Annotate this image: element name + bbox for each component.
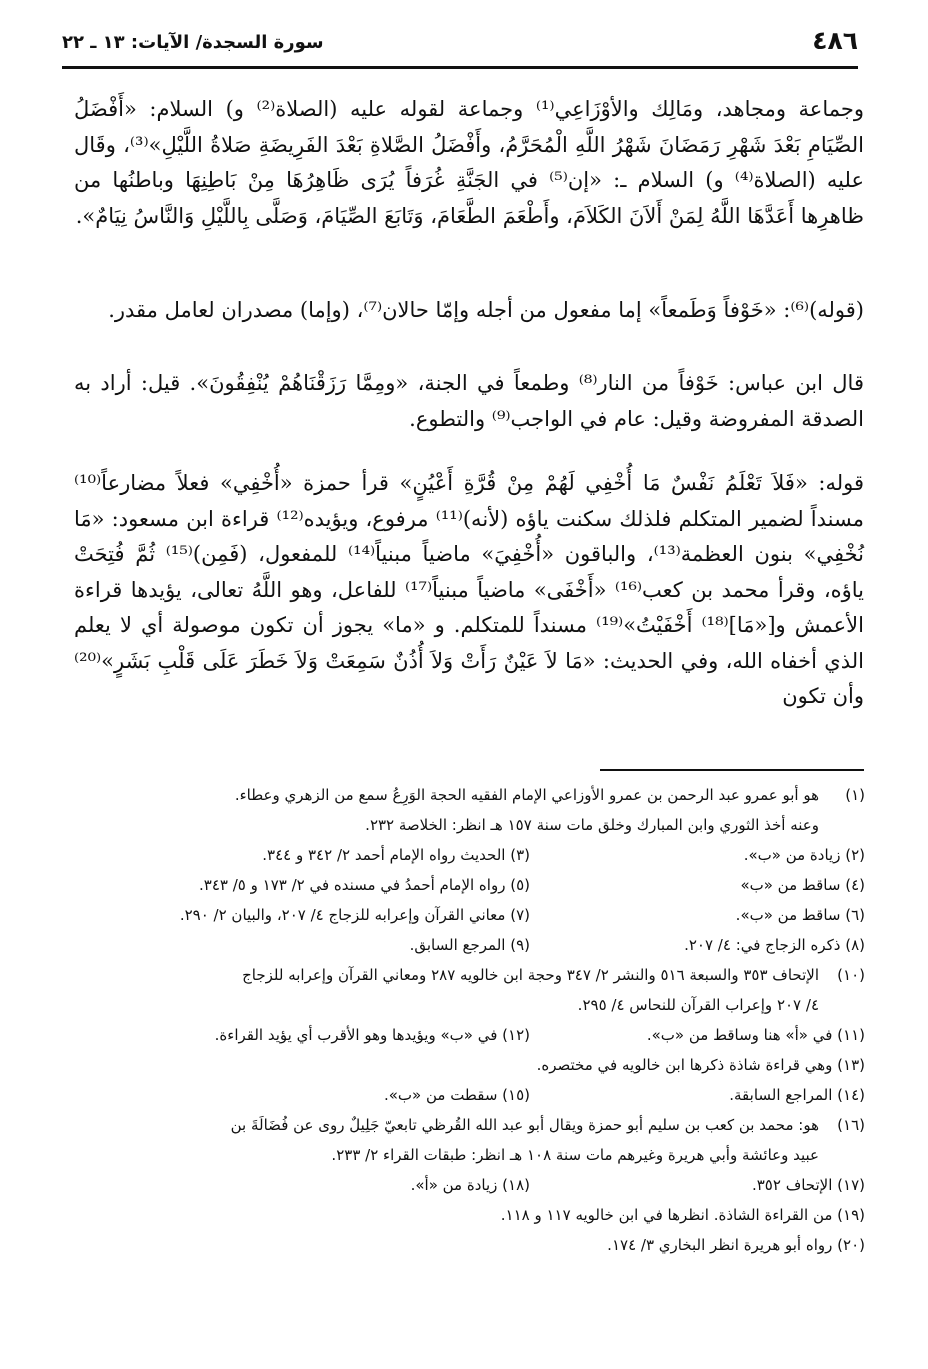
header-divider: [62, 66, 858, 69]
running-title: سورة السجدة/ الآيات: ١٣ ـ ٢٢: [62, 32, 324, 53]
body-paragraph-1: وجماعة ومجاهد، ومَالِك والأوْزَاعِي⁽¹⁾ وجماعة لقوله عليه (الصلاة⁽²⁾ و) السلام: «أَفْضَلُ الصِّيَامِ بَعْدَ شَهْرِ رَمَضَانَ شَهْرُ اللَّهِ الْمُحَرَّمُ، وأَفْضَلُ الصَّلاةِ بَعْدَ الفَرِيضَةِ صَلاةُ اللَّيْلِ»⁽³⁾، وقَال عليه (الصلاة⁽⁴⁾ و) السلام ـ: «إن⁽⁵⁾ في الجَنَّةِ غُرَفاً يُرَى ظَاهِرُهَا مِنْ بَاطِنِهَا وباطنُها من ظاهرِها أَعَدَّهَا اللَّهُ لِمَنْ أَلاَنَ الكَلاَمَ، وأَطْعَمَ الطَّعَامَ، وَتَابَعَ الصِّيَامَ، وَصَلَّى بِاللَّيْلِ وَالنَّاسُ نِيَامٌ».: [74, 97, 864, 228]
footnote-7: (٧) معاني القرآن وإعرابه للزجاج ٤/ ٢٠٧، والبيان ٢/ ٢٩٠.: [179, 906, 530, 924]
footnote-14: (١٤) المراجع السابقة.: [729, 1086, 865, 1104]
footnote-row-4-5: [90, 870, 865, 900]
footnote-9: (٩) المرجع السابق.: [409, 936, 530, 954]
footnotes: [90, 780, 865, 1260]
footnote-20: (٢٠) رواه أبو هريرة انظر البخاري ٣/ ١٧٤.: [607, 1236, 865, 1254]
footnote-row-8-9: [90, 930, 865, 960]
footnote-13: (١٣) وهي قراءة شاذة ذكرها ابن خالويه في مختصره.: [536, 1056, 865, 1074]
footnote-8: (٨) ذكره الزجاج في: ٤/ ٢٠٧.: [684, 936, 865, 954]
footnote-row-6-7: [90, 900, 865, 930]
footnote-row-20: [90, 1230, 865, 1260]
footnote-10: (١٠)الإتحاف ٣٥٣ والسبعة ٥١٦ والنشر ٢/ ٣٤٧ وحجة ابن خالويه ٢٨٧ ومعاني القرآن وإعرابه للزجاج: [90, 960, 865, 990]
footnote-12: (١٢) في «ب» ويؤيدها وهو الأقرب أي يؤيد القراءة.: [214, 1026, 530, 1044]
page-number: ٤٨٦: [812, 26, 858, 55]
footnote-1-continued: وعنه أخذ الثوري وابن المبارك وخلق مات سنة ١٥٧ هـ انظر: الخلاصة ٢٣٢.: [365, 816, 819, 834]
footnote-18: (١٨) زيادة من «أ».: [410, 1176, 530, 1194]
footnote-19: (١٩) من القراءة الشاذة. انظرها في ابن خالويه ١١٧ و ١١٨.: [500, 1206, 865, 1224]
footnote-row-17-18: [90, 1170, 865, 1200]
footnote-3: (٣) الحديث رواه الإمام أحمد ٢/ ٣٤٢ و ٣٤٤.: [262, 846, 530, 864]
footnote-5: (٥) رواه الإمام أحمدُ في مسنده في ٢/ ١٧٣ و ٥/ ٣٤٣.: [199, 876, 530, 894]
footnote-row-2-3: [90, 840, 865, 870]
footnote-row-19: [90, 1200, 865, 1230]
footnote-16: (١٦)هو: محمد بن كعب بن سليم أبو حمزة ويقال أبو عبد الله القُرظي تابعيّ جَلِيلٌ روى عن فُضَالَةَ بن: [90, 1110, 865, 1140]
footnote-divider: [600, 769, 864, 771]
footnote-11: (١١) في «أ» هنا وساقط من «ب».: [646, 1026, 865, 1044]
page-header: [62, 26, 858, 64]
body-paragraph-2: (قوله)⁽⁶⁾: «خَوْفاً وَطَمعاً» إما مفعول من أجله وإمّا حالان⁽⁷⁾، (وإما) مصدران لعامل مقدر.: [108, 298, 864, 322]
footnote-17: (١٧) الإتحاف ٣٥٢.: [751, 1176, 865, 1194]
footnote-number: (١٦): [837, 1116, 865, 1134]
footnote-row-13: [90, 1050, 865, 1080]
body-paragraph-3: قال ابن عباس: خَوْفاً من النار⁽⁸⁾ وطمعاً في الجنة، «ومِمَّا رَزَقْنَاهُمْ يُنْفِقُونَ». قيل: أراد به الصدقة المفروضة وقيل: عام في الواجب⁽⁹⁾ والتطوع.: [74, 371, 864, 431]
footnote-10-continued: ٤/ ٢٠٧ وإعراب القرآن للنحاس ٤/ ٢٩٥.: [577, 996, 819, 1014]
footnote-4: (٤) ساقط من «ب»: [740, 876, 865, 894]
footnote-row-11-12: [90, 1020, 865, 1050]
footnote-1: (١)هو أبو عمرو عبد الرحمن بن عمرو الأوزاعي الإمام الفقيه الحجة الوَرِعُ سمع من الزهري وعطاء.: [90, 780, 865, 810]
body-paragraph-4: قوله: «فَلاَ تَعْلَمُ نَفْسٌ مَا أُخْفِي لَهُمْ مِنْ قُرَّةِ أَعْيُنٍ» قرأ حمزة «أُخْفِي» فعلاً مضارعاً⁽¹⁰⁾ مسنداً لضمير المتكلم فلذلك سكنت ياؤه (لأنه)⁽¹¹⁾ مرفوع، ويؤيده⁽¹²⁾ قراءة ابن مسعود: «مَا نُخْفِي» بنون العظمة⁽¹³⁾، والباقون «أُخْفِيَ» ماضياً مبنياً⁽¹⁴⁾ للمفعول، (فَمِن)⁽¹⁵⁾ ثُمَّ فُتِحَتْ ياؤه، وقرأ محمد بن كعب⁽¹⁶⁾ «أَخْفَى» ماضياً مبنياً⁽¹⁷⁾ للفاعل، وهو اللَّهُ تعالى، يؤيدها قراءة الأعمش و[«مَا]⁽¹⁸⁾ أَخْفَيْتُ»⁽¹⁹⁾ مسنداً للمتكلم. و «ما» يجوز أن تكون موصولة أي لا يعلم الذي أخفاه الله، وفي الحديث: «مَا لاَ عَيْنٌ رَأَتْ وَلاَ أُذُنٌ سَمِعَتْ وَلاَ خَطَرَ عَلَى قَلْبِ بَشَرٍ»⁽²⁰⁾ وأن تكون: [74, 471, 864, 708]
footnote-2: (٢) زيادة من «ب».: [743, 846, 865, 864]
footnote-15: (١٥) سقطت من «ب».: [383, 1086, 530, 1104]
footnote-6: (٦) ساقط من «ب».: [735, 906, 865, 924]
footnote-number: (١٠): [837, 966, 865, 984]
footnote-16-continued: عبيد وعائشة وأبي هريرة وغيرهم مات سنة ١٠٨ هـ انظر: طبقات القراء ٢/ ٢٣٣.: [331, 1146, 819, 1164]
footnote-row-14-15: [90, 1080, 865, 1110]
footnote-number: (١): [845, 786, 865, 804]
